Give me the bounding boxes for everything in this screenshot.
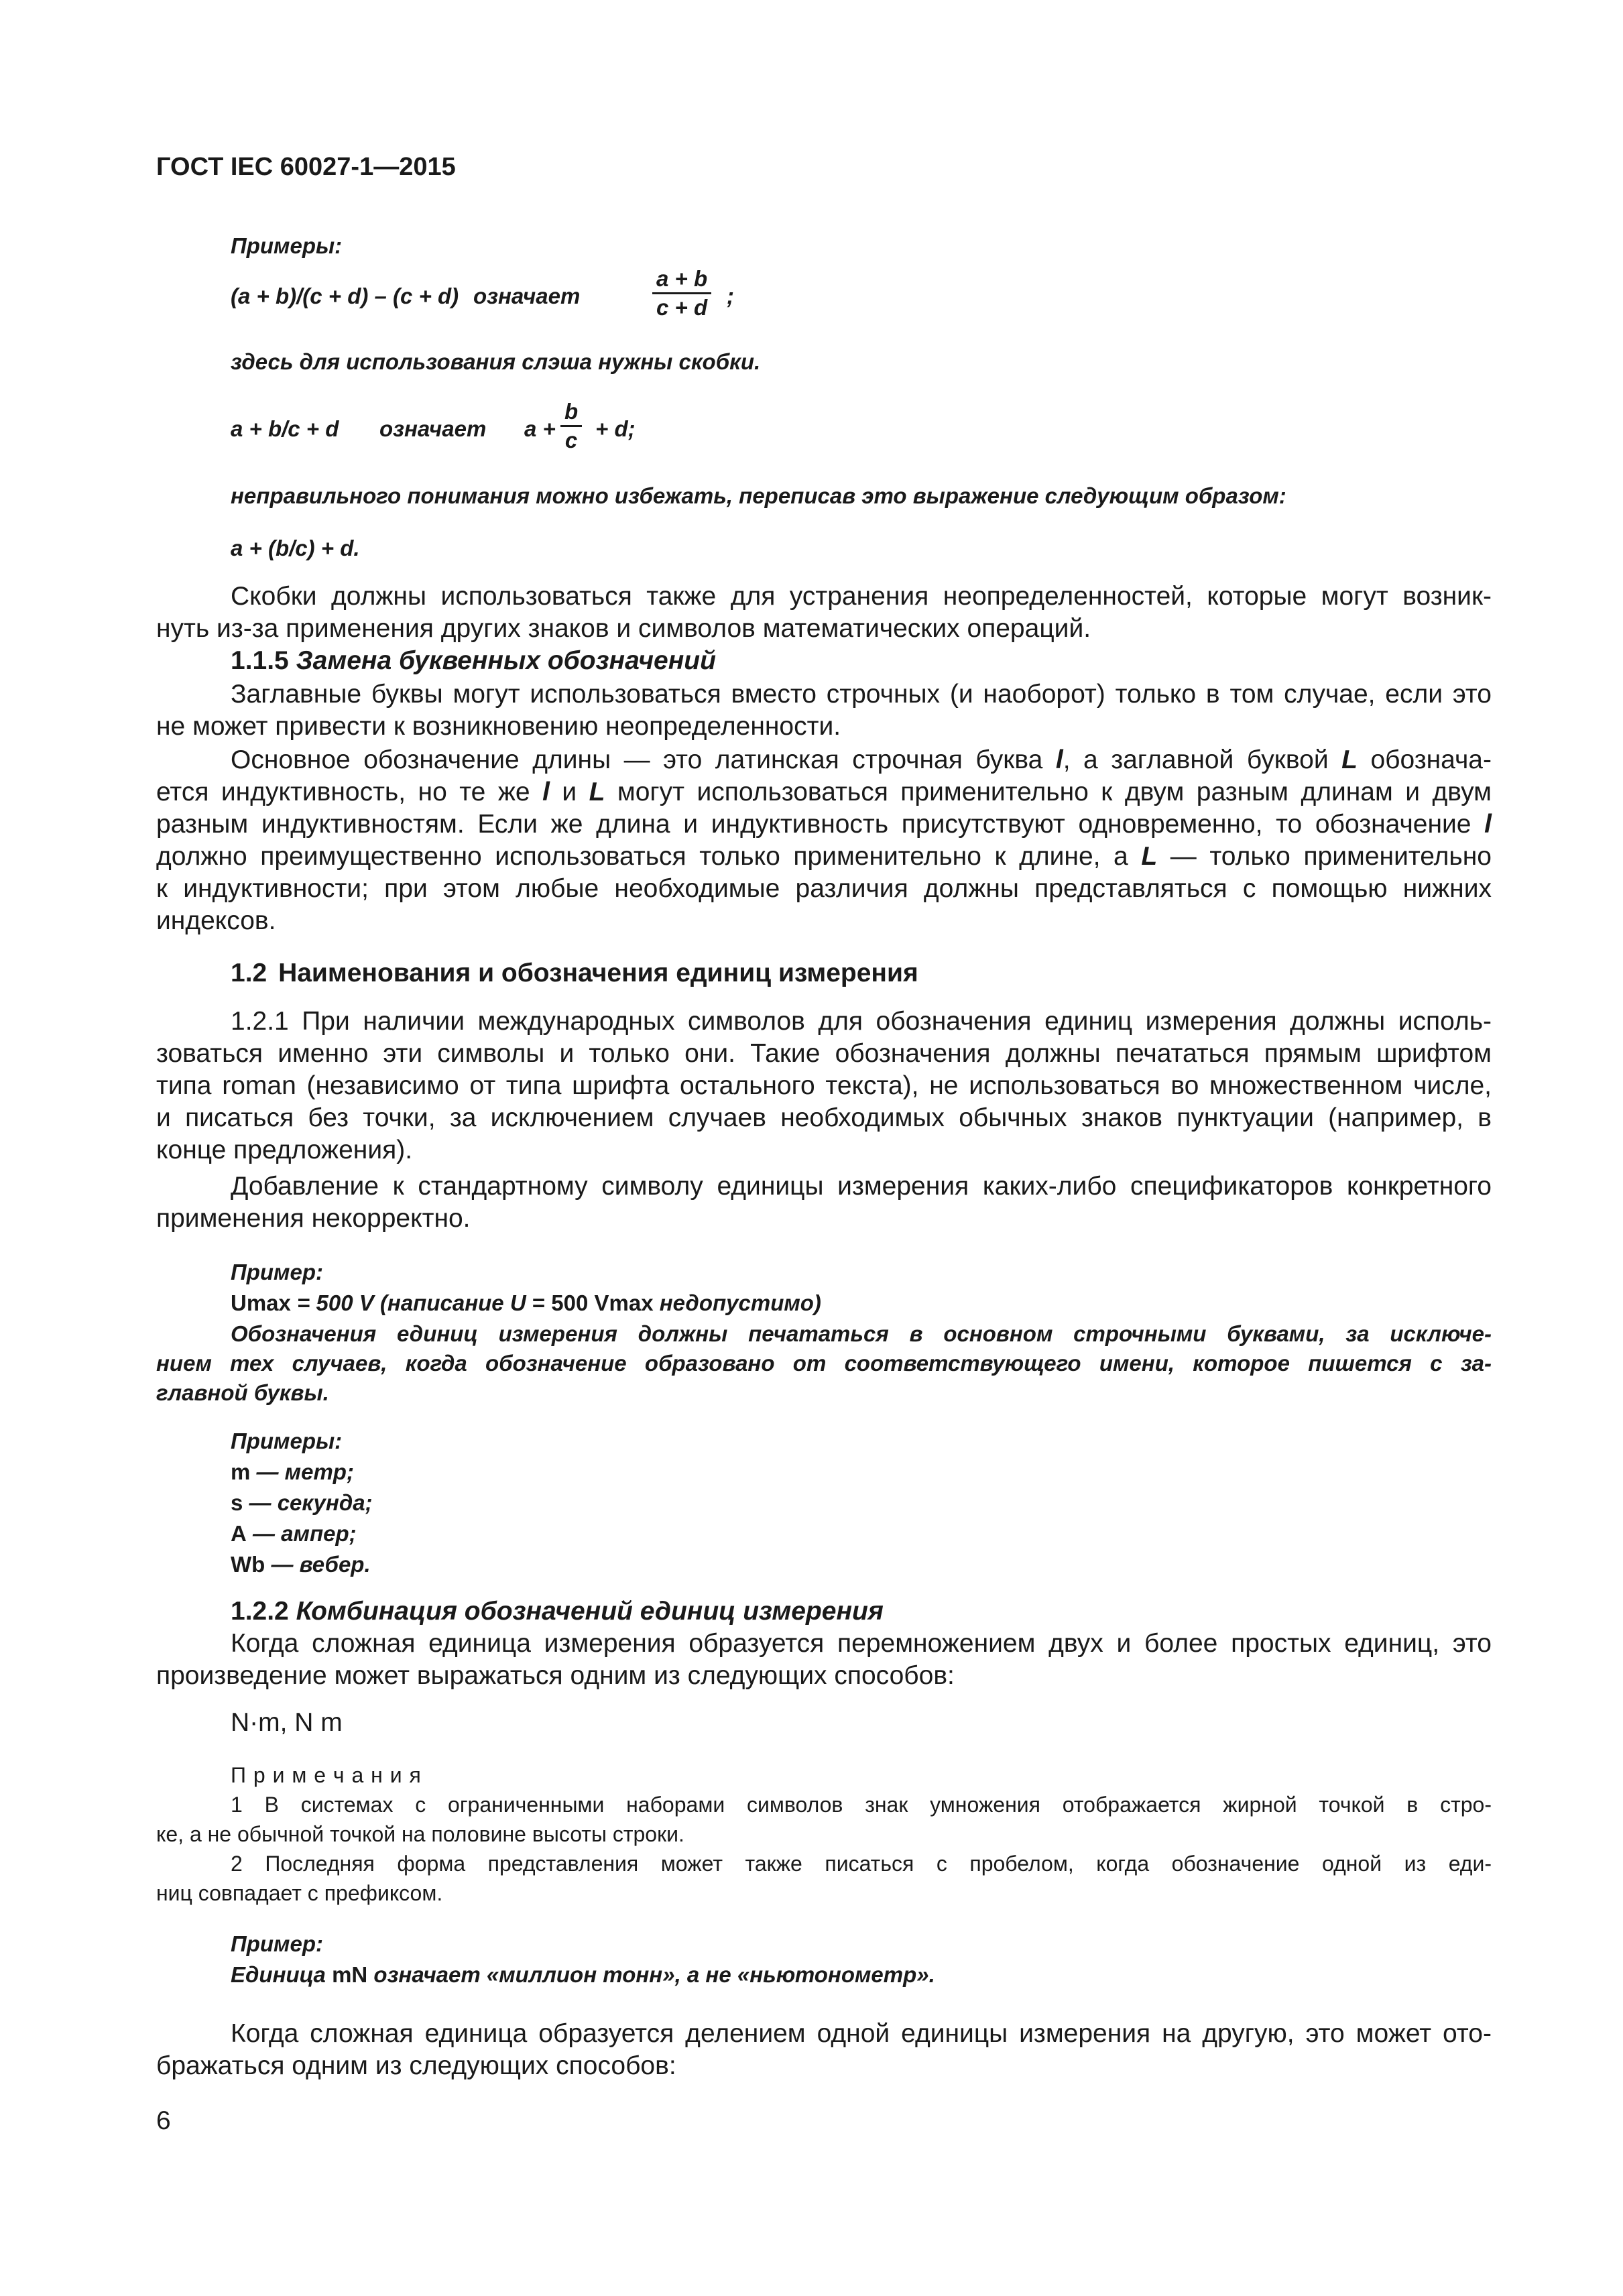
example-paragraph <box>156 1319 1492 1408</box>
paragraph <box>156 1006 1492 1166</box>
document-code: ГОСТ IEC 60027-1—2015 <box>156 153 456 181</box>
example-note: здесь для использования слэша нужны скобки. <box>231 349 761 374</box>
paragraph-line: к индуктивности; при этом любые необходимые различия должны представляться с помощью нижних <box>156 874 1492 903</box>
example-expression: a + (b/c) + d. <box>231 536 360 560</box>
paragraph-line: индексов. <box>156 906 276 935</box>
section-number: 1.2 <box>231 959 267 987</box>
paragraph-line: ется индуктивность, но те же l и L могут использоваться применительно к двум разным длинам и двум <box>156 778 1492 806</box>
fraction-numerator: a + b <box>652 265 711 294</box>
paragraph-line: разным индуктивностям. Если же длина и индуктивность присутствуют одновременно, то обозначение l <box>156 810 1492 839</box>
paragraph-line: Когда сложная единица образуется делением одной единицы измерения на другую, это может ото- <box>231 2019 1492 2048</box>
example-line: Umax = 500 V (написание U = 500 Vmax недопустимо) <box>231 1290 821 1315</box>
paragraph-line: типа roman (независимо от типа шрифта остального текста), не использоваться во множественном числе, <box>156 1071 1492 1100</box>
fraction-denominator: c + d <box>656 295 708 320</box>
fraction <box>560 398 582 454</box>
page-number: 6 <box>156 2106 171 2135</box>
paragraph-line: зоваться именно эти символы и только они. Такие обозначения должны печататься прямым шрифтом <box>156 1039 1492 1068</box>
paragraph <box>156 744 1492 937</box>
paragraph <box>156 1170 1492 1235</box>
note-line: ке, а не обычной точкой на половине высоты строки. <box>156 1822 684 1846</box>
semicolon: ; <box>727 284 734 308</box>
paragraph-line: Скобки должны использоваться также для устранения неопределенностей, которые могут возник- <box>231 582 1492 611</box>
fraction-denominator: c <box>564 428 578 452</box>
paragraph <box>156 1628 1492 1692</box>
unit-example: A — ампер; <box>231 1521 357 1546</box>
paragraph-line: и писаться без точки, за исключением случаев необходимых обычных знаков пунктуации (например, в <box>156 1103 1492 1132</box>
section-title: Замена буквенных обозначений <box>296 646 716 675</box>
means-word: означает <box>379 416 487 441</box>
paragraph <box>156 678 1492 743</box>
paragraph-line: Когда сложная единица измерения образуется перемножением двух и более простых единиц, это <box>231 1629 1492 1658</box>
unit-example: m — метр; <box>231 1459 354 1484</box>
paragraph-line: Основное обозначение длины — это латинская строчная буква l, а заглавной буквой L обознача- <box>231 745 1492 774</box>
expression-part: + d; <box>595 416 636 441</box>
example-expression: (a + b)/(c + d) – (c + d) <box>231 284 459 308</box>
examples-label: Примеры: <box>231 233 343 258</box>
example-line: Единица mN означает «миллион тонн», а не «ньютонометр». <box>231 1962 935 1987</box>
paragraph-line: не может привести к возникновению неопределенности. <box>156 712 841 741</box>
paragraph-line: произведение может выражаться одним из следующих способов: <box>156 1661 955 1690</box>
example-note: неправильного понимания можно избежать, переписав это выражение следующим образом: <box>231 483 1286 508</box>
paragraph-line: 1.2.1 При наличии международных символов для обозначения единиц измерения должны исполь- <box>231 1007 1492 1036</box>
example-line: нием тех случаев, когда обозначение образовано от соответствующего имени, которое пишется с за- <box>156 1351 1492 1376</box>
fraction <box>652 265 711 321</box>
means-word: означает <box>473 284 581 308</box>
section-title: Наименования и обозначения единиц измерения <box>278 959 918 987</box>
section-number: 1.1.5 <box>231 646 289 675</box>
section-heading <box>231 645 716 677</box>
paragraph-line: должно преимущественно использоваться только применительно к длине, а L — только применительно <box>156 842 1492 871</box>
paragraph-line: Добавление к стандартному символу единицы измерения каких-либо спецификаторов конкретного <box>231 1172 1492 1201</box>
note <box>156 1849 1492 1908</box>
example-expression: a + b/c + d <box>231 416 339 441</box>
note-line: 1 В системах с ограниченными наборами символов знак умножения отображается жирной точкой в стро- <box>231 1793 1492 1817</box>
example-line: Обозначения единиц измерения должны печататься в основном строчными буквами, за исключе- <box>231 1321 1492 1346</box>
example-line: главной буквы. <box>156 1380 329 1405</box>
unit-example: Wb — вебер. <box>231 1552 371 1577</box>
note-line: ниц совпадает с префиксом. <box>156 1881 443 1905</box>
note-line: 2 Последняя форма представления может также писаться с пробелом, когда обозначение одной из еди- <box>231 1852 1492 1876</box>
example-label: Пример: <box>231 1260 323 1284</box>
section-number: 1.2.2 <box>231 1597 289 1626</box>
examples-label: Примеры: <box>231 1429 343 1453</box>
formula: N·m, N m <box>231 1708 343 1737</box>
unit-example: s — секунда; <box>231 1490 373 1515</box>
paragraph <box>156 581 1492 645</box>
expression-part: a + <box>524 416 556 441</box>
paragraph-line: бражаться одним из следующих способов: <box>156 2051 676 2080</box>
note <box>156 1790 1492 1849</box>
paragraph-line: Заглавные буквы могут использоваться вместо строчных (и наоборот) только в том случае, если это <box>231 680 1492 709</box>
paragraph-line: нуть из-за применения других знаков и символов математических операций. <box>156 614 1091 643</box>
paragraph-line: конце предложения). <box>156 1136 413 1164</box>
example-label: Пример: <box>231 1931 323 1956</box>
section-heading <box>231 957 918 989</box>
paragraph <box>156 2018 1492 2082</box>
section-heading <box>231 1595 884 1628</box>
notes-title: П р и м е ч а н и я <box>231 1763 422 1787</box>
section-title: Комбинация обозначений единиц измерения <box>296 1597 884 1626</box>
paragraph-line: применения некорректно. <box>156 1204 471 1233</box>
fraction-numerator: b <box>560 398 582 427</box>
